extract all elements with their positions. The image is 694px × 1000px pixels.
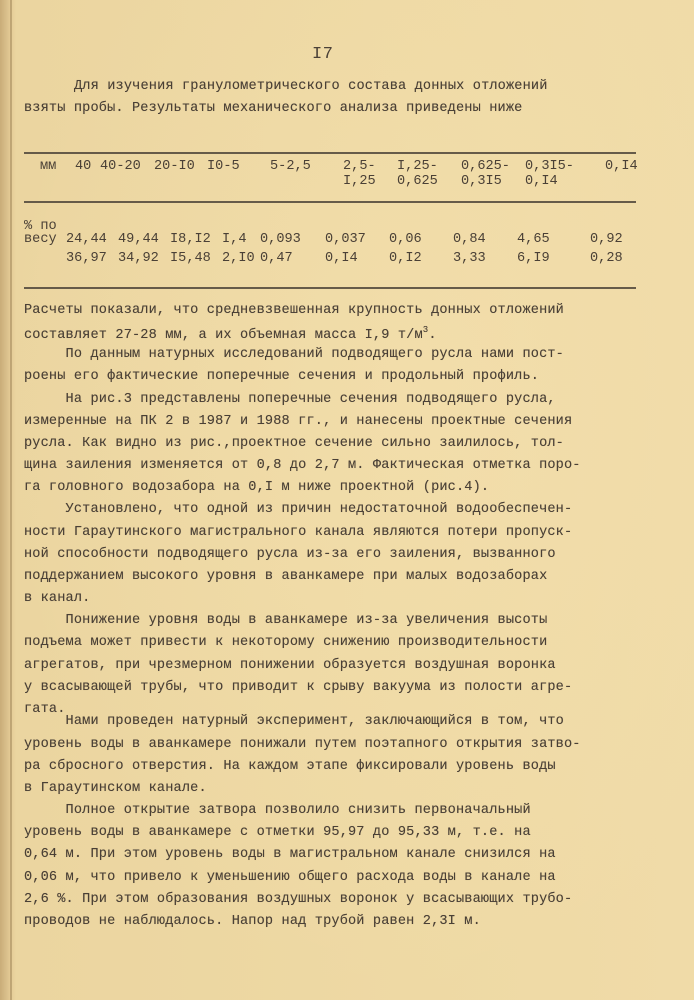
header-cell-cont: I,25 bbox=[343, 174, 376, 189]
text-line: 0,06 м, что привело к уменьшению общего расхода воды в канале на bbox=[24, 870, 556, 885]
table-cell: 0,28 bbox=[590, 251, 623, 266]
text-line: ности Гараутинского магистрального канала являются потери пропуск- bbox=[24, 525, 573, 540]
text-line: в канал. bbox=[24, 591, 91, 606]
table-cell: 0,92 bbox=[590, 232, 623, 247]
header-cell-cont: 0,625 bbox=[397, 174, 438, 189]
table-cell: 0,093 bbox=[260, 232, 301, 247]
intro-line: взяты пробы. Результаты механического анализа приведены ниже bbox=[24, 101, 523, 116]
table-cell: 2,I0 bbox=[222, 251, 255, 266]
header-cell-cont: 0,I4 bbox=[525, 174, 558, 189]
table-cell: 0,I2 bbox=[389, 251, 422, 266]
table-cell: 0,I4 bbox=[325, 251, 358, 266]
text-line: На рис.3 представлены поперечные сечения подводящего русла, bbox=[24, 392, 556, 407]
table-cell: 34,92 bbox=[118, 251, 159, 266]
row-label-percent: % по bbox=[24, 219, 57, 234]
header-cell: 0,625- bbox=[461, 159, 510, 174]
header-cell: 5-2,5 bbox=[270, 159, 311, 174]
text-line: 0,64 м. При этом уровень воды в магистральном канале снизился на bbox=[24, 847, 556, 862]
table-bottom-rule bbox=[24, 287, 636, 289]
table-cell: 49,44 bbox=[118, 232, 159, 247]
table-cell: I,4 bbox=[222, 232, 247, 247]
text-line: подъема может привести к некоторому снижению производительности bbox=[24, 635, 548, 650]
text-line: Нами проведен натурный эксперимент, заключающийся в том, что bbox=[24, 714, 564, 729]
table-cell: 3,33 bbox=[453, 251, 486, 266]
text-line: га головного водозабора на 0,I м ниже проектной (рис.4). bbox=[24, 480, 490, 495]
row-label-weight: весу bbox=[24, 232, 57, 247]
text-line: составляет 27-28 мм, а их объемная масса I,9 $т/м^3$. bbox=[24, 325, 437, 343]
header-cell: 40-20 bbox=[100, 159, 141, 174]
text-line: поддержанием высокого уровня в аванкамере при малых водозаборах bbox=[24, 569, 548, 584]
header-cell: 2,5- bbox=[343, 159, 376, 174]
text-line: проводов не наблюдалось. Напор над трубой равен 2,3I м. bbox=[24, 914, 481, 929]
header-cell-cont: 0,3I5 bbox=[461, 174, 502, 189]
header-cell: 40 bbox=[75, 159, 92, 174]
header-cell: 0,I4 bbox=[605, 159, 638, 174]
text-line: у всасывающей трубы, что приводит к срыву вакуума из полости агре- bbox=[24, 680, 573, 695]
superscript: 3 bbox=[422, 325, 429, 335]
table-cell: 0,037 bbox=[325, 232, 366, 247]
text-line: роены его фактические поперечные сечения и продольный профиль. bbox=[24, 369, 540, 384]
table-cell: 4,65 bbox=[517, 232, 550, 247]
text-line: Полное открытие затвора позволило снизить первоначальный bbox=[24, 803, 531, 818]
text-line: щина заиления изменяется от 0,8 до 2,7 м. Фактическая отметка поро- bbox=[24, 458, 581, 473]
text-line: Понижение уровня воды в аванкамере из-за увеличения высоты bbox=[24, 613, 548, 628]
table-mid-rule bbox=[24, 201, 636, 203]
header-cell: 0,3I5- bbox=[525, 159, 574, 174]
text-line: в Гараутинском канале. bbox=[24, 781, 207, 796]
text-line: измеренные на ПК 2 в 1987 и 1988 гг., и нанесены проектные сечения bbox=[24, 414, 573, 429]
header-unit-label: мм bbox=[40, 159, 57, 174]
text-line: По данным натурных исследований подводящего русла нами пост- bbox=[24, 347, 564, 362]
text-line: уровень воды в аванкамере с отметки 95,97 до 95,33 м, т.е. на bbox=[24, 825, 531, 840]
table-cell: I5,48 bbox=[170, 251, 211, 266]
table-top-rule bbox=[24, 152, 636, 154]
text-line: Установлено, что одной из причин недостаточной водообеспечен- bbox=[24, 502, 573, 517]
intro-line: Для изучения гранулометрического состава донных отложений bbox=[74, 79, 548, 94]
text-line: ра сбросного отверстия. На каждом этапе фиксировали уровень воды bbox=[24, 759, 556, 774]
text-line: ной способности подводящего русла из-за его заиления, вызванного bbox=[24, 547, 556, 562]
text-line: гата. bbox=[24, 702, 66, 717]
table-cell: 0,06 bbox=[389, 232, 422, 247]
table-cell: 0,84 bbox=[453, 232, 486, 247]
page-number: I7 bbox=[312, 45, 334, 64]
header-cell: 20-I0 bbox=[154, 159, 195, 174]
text-line: уровень воды в аванкамере понижали путем поэтапного открытия затво- bbox=[24, 737, 581, 752]
table-cell: 0,47 bbox=[260, 251, 293, 266]
table-cell: 6,I9 bbox=[517, 251, 550, 266]
text-line: агрегатов, при чрезмерном понижении образуется воздушная воронка bbox=[24, 658, 556, 673]
text-line: 2,6 %. При этом образования воздушных воронок у всасывающих трубо- bbox=[24, 892, 573, 907]
binding-edge bbox=[10, 0, 12, 1000]
header-cell: I,25- bbox=[397, 159, 438, 174]
text-line: русла. Как видно из рис.,проектное сечение сильно заилилось, тол- bbox=[24, 436, 564, 451]
text-line: Расчеты показали, что средневзвешенная крупность донных отложений bbox=[24, 303, 564, 318]
table-cell: 24,44 bbox=[66, 232, 107, 247]
header-cell: I0-5 bbox=[207, 159, 240, 174]
table-cell: I8,I2 bbox=[170, 232, 211, 247]
table-cell: 36,97 bbox=[66, 251, 107, 266]
